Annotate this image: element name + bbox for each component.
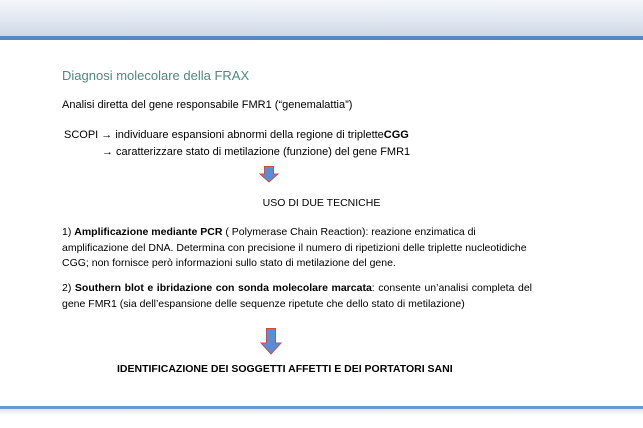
down-arrow-icon bbox=[260, 328, 282, 355]
technique-2 bbox=[62, 281, 532, 312]
slide-title: Diagnosi molecolare della FRAX bbox=[62, 68, 250, 83]
scopi-label: SCOPI bbox=[64, 129, 99, 141]
uso-heading: USO DI DUE TECNICHE bbox=[262, 197, 381, 209]
scopi-line-1-text: individuare espansioni abnormi della regione di triplette bbox=[112, 129, 384, 141]
footer-band bbox=[0, 409, 643, 415]
conclusion-text: IDENTIFICAZIONE DEI SOGGETTI AFFETTI E DEI PORTATORI SANI bbox=[117, 363, 453, 375]
scopi-line-2-text: caratterizzare stato di metilazione (funzione) del gene FMR1 bbox=[113, 146, 411, 158]
technique-2-name: Southern blot e ibridazione con sonda molecolare marcata bbox=[74, 282, 372, 294]
technique-2-number: 2) bbox=[62, 282, 72, 294]
intro-text: Analisi diretta del gene responsabile FMR1 (“genemalattia”) bbox=[62, 99, 353, 111]
scopi-line-2 bbox=[102, 146, 410, 158]
right-arrow-icon: → bbox=[102, 146, 113, 158]
technique-1 bbox=[62, 225, 532, 272]
technique-1-number: 1) bbox=[62, 226, 72, 238]
technique-1-text: ( Polymerase Chain Reaction): reazione enzimatica di amplificazione del DNA. Determina con precisione il numero di ripetizioni delle triplette nucleotidiche CGG; non fornisce però informazioni sullo stato di metilazione del gene. bbox=[62, 226, 527, 269]
down-arrow-icon bbox=[259, 166, 279, 183]
technique-1-name: Amplificazione mediante PCR bbox=[74, 226, 223, 238]
scopi-line-1 bbox=[64, 129, 409, 141]
right-arrow-icon: → bbox=[101, 129, 113, 141]
scopi-cgg: CGG bbox=[383, 129, 409, 141]
header-band bbox=[0, 0, 643, 40]
technique-2-text: : consente un’analisi completa del gene FMR1 (sia dell’espansione delle sequenze ripetute che dello stato di metilazione) bbox=[62, 282, 532, 310]
header-rule bbox=[0, 36, 643, 40]
